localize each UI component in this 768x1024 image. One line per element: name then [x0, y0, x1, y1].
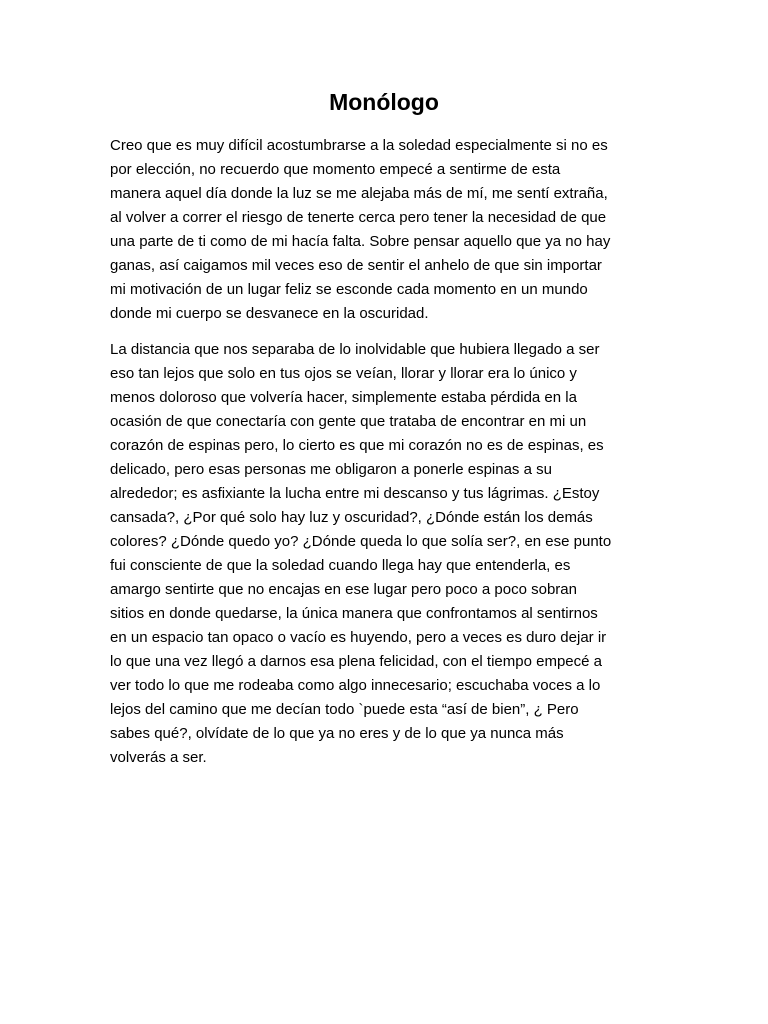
text-line: ganas, así caigamos mil veces eso de sentir el anhelo de que sin importar — [110, 257, 602, 274]
text-line: por elección, no recuerdo que momento empecé a sentirme de esta — [110, 161, 561, 178]
text-line: cansada?, ¿Por qué solo hay luz y oscuridad?, ¿Dónde están los demás — [110, 509, 593, 526]
text-line: en un espacio tan opaco o vacío es huyendo, pero a veces es duro dejar ir — [110, 629, 607, 646]
text-line: ocasión de que conectaría con gente que trataba de encontrar en mi un — [110, 413, 587, 430]
text-line: alrededor; es asfixiante la lucha entre mi descanso y tus lágrimas. ¿Estoy — [110, 485, 600, 502]
text-line: mi motivación de un lugar feliz se esconde cada momento en un mundo — [110, 281, 588, 298]
text-line: delicado, pero esas personas me obligaron a ponerle espinas a su — [110, 461, 552, 478]
paragraph — [110, 338, 665, 770]
text-line: lo que una vez llegó a darnos esa plena felicidad, con el tiempo empecé a — [110, 653, 602, 670]
text-line: La distancia que nos separaba de lo inolvidable que hubiera llegado a ser — [110, 341, 600, 358]
text-line: Creo que es muy difícil acostumbrarse a la soledad especialmente si no es — [110, 137, 608, 154]
document-title: Monólogo — [329, 89, 439, 115]
text-line: manera aquel día donde la luz se me alejaba más de mí, me sentí extraña, — [110, 185, 608, 202]
text-line: volverás a ser. — [110, 749, 207, 766]
text-line: amargo sentirte que no encajas en ese lugar pero poco a poco sobran — [110, 581, 577, 598]
text-line: fui consciente de que la soledad cuando llega hay que entenderla, es — [110, 557, 571, 574]
text-line: corazón de espinas pero, lo cierto es que mi corazón no es de espinas, es — [110, 437, 604, 454]
text-line: eso tan lejos que solo en tus ojos se veían, llorar y llorar era lo único y — [110, 365, 577, 382]
text-line: menos doloroso que volvería hacer, simplemente estaba pérdida en la — [110, 389, 577, 406]
text-line: al volver a correr el riesgo de tenerte cerca pero tener la necesidad de que — [110, 209, 607, 226]
text-line: una parte de ti como de mi hacía falta. Sobre pensar aquello que ya no hay — [110, 233, 611, 250]
text-line: ver todo lo que me rodeaba como algo innecesario; escuchaba voces a lo — [110, 677, 601, 694]
document-body — [110, 134, 665, 782]
text-line: lejos del camino que me decían todo `puede esta “así de bien”, ¿ Pero — [110, 701, 579, 718]
text-line: colores? ¿Dónde quedo yo? ¿Dónde queda lo que solía ser?, en ese punto — [110, 533, 612, 550]
text-line: sitios en donde quedarse, la única manera que confrontamos al sentirnos — [110, 605, 598, 622]
text-line: sabes qué?, olvídate de lo que ya no eres y de lo que ya nunca más — [110, 725, 564, 742]
text-line: donde mi cuerpo se desvanece en la oscuridad. — [110, 305, 429, 322]
paragraph — [110, 134, 665, 326]
